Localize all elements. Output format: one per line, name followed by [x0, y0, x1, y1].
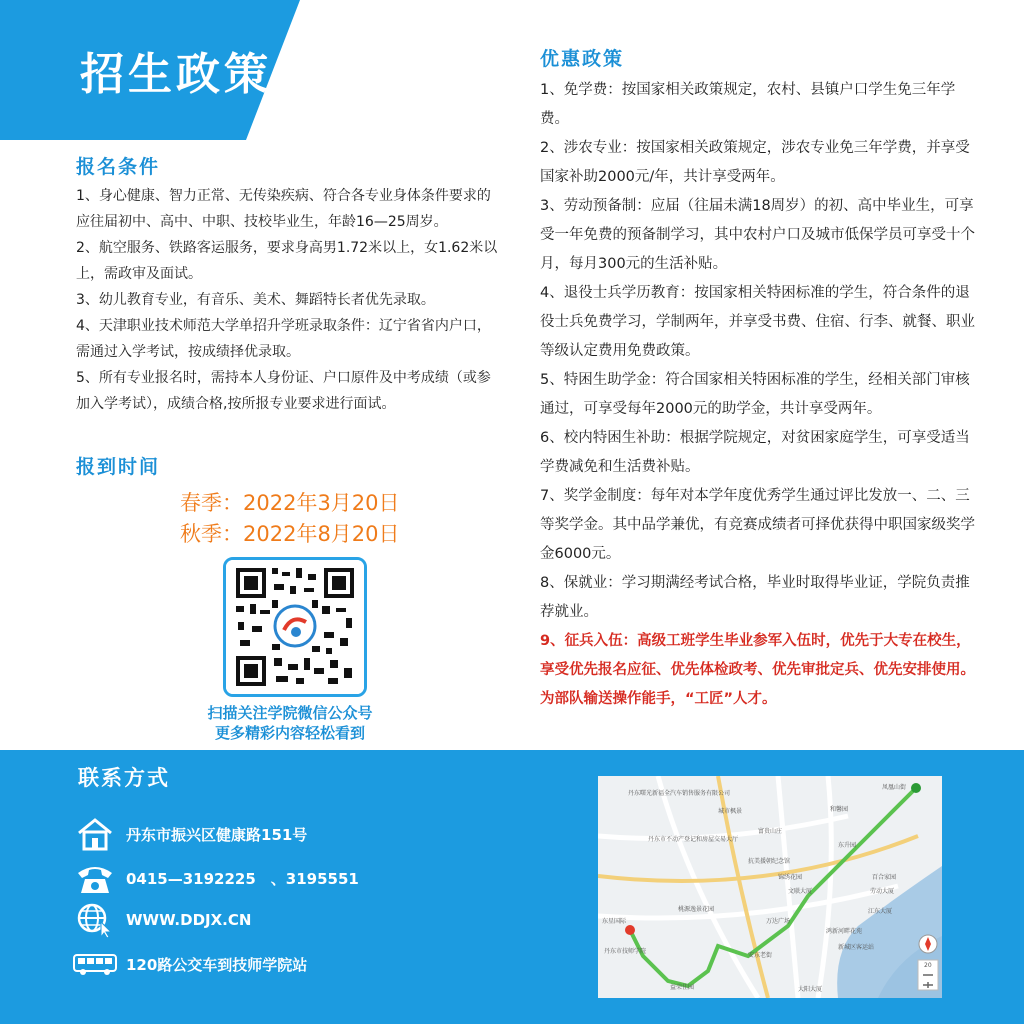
map-label: 新城区客运站	[838, 944, 875, 951]
globe-cursor-icon	[72, 902, 118, 938]
requirement-item: 3、幼儿教育专业，有音乐、美术、舞蹈特长者优先录取。	[76, 292, 435, 308]
qr-caption-line2: 更多精彩内容轻松看到	[214, 724, 365, 742]
map-label: 丹东市不动产登记和房屋交易大厅	[648, 836, 739, 843]
benefit-item: 3、劳动预备制：应届（往届未满18周岁）的初、高中毕业生，可享受一年免费的预备制学习，其中农村户口及城市低保学员可享受十个月，每月300元的生活补贴。	[540, 198, 975, 272]
map-label: 文联大厦	[788, 888, 813, 895]
contact-phone: 0415—3192225 、3195551	[126, 869, 359, 888]
map-label: 东升园	[838, 842, 857, 849]
autumn-date: 秋季：2022年8月20日	[180, 522, 400, 546]
benefit-item: 4、退役士兵学历教育：按国家相关特困标准的学生，符合条件的退役士兵免费学习，学制两年，并享受书费、住宿、行李、就餐、职业等级认定费用免费政策。	[540, 285, 975, 359]
house-icon	[72, 816, 118, 852]
map-label: 鸿新河畔花苑	[826, 928, 863, 935]
location-map[interactable]	[598, 776, 942, 998]
contact-address-row	[72, 816, 307, 852]
map-label: 桃源逸景花园	[678, 906, 715, 913]
contact-bus-row	[72, 946, 307, 982]
benefits-title: 优惠政策	[540, 48, 625, 70]
benefit-item: 7、奖学金制度：每年对本学年度优秀学生通过评比发放一、二、三等奖学金。其中品学兼优，有竞赛成绩者可择优获得中职国家级奖学金6000元。	[540, 488, 975, 562]
qr-caption-line1: 扫描关注学院微信公众号	[207, 704, 373, 722]
benefits-list	[540, 76, 975, 714]
contact-title: 联系方式	[78, 766, 170, 790]
requirement-item: 5、所有专业报名时，需持本人身份证、户口原件及中考成绩（或参加入学考试），成绩合格,按所报专业要求进行面试。	[76, 370, 491, 412]
map-label: 凤凰山街	[882, 784, 907, 791]
requirements-list	[76, 183, 504, 417]
benefit-item: 1、免学费：按国家相关政策规定，农村、县镇户口学生免三年学费。	[540, 82, 956, 127]
contact-phone-row	[72, 860, 359, 896]
map-label: 益荣佳园	[670, 984, 695, 991]
map-label: 锦绣花园	[778, 874, 803, 881]
map-label: 和馨园	[830, 806, 849, 813]
map-label: 劳动大厦	[870, 888, 895, 895]
map-label: 城市枫景	[718, 808, 743, 815]
map-label: 丹东市技师学院	[604, 948, 647, 955]
qr-code-graphic	[226, 560, 364, 694]
requirements-title: 报名条件	[76, 156, 161, 178]
requirement-item: 4、天津职业技术师范大学单招升学班录取条件：辽宁省省内户口，需通过入学考试，按成绩择优录取。	[76, 318, 491, 360]
map-label: 东星国际	[602, 918, 627, 925]
benefit-item: 8、保就业：学习期满经考试合格，毕业时取得毕业证，学院负责推荐就业。	[540, 575, 970, 620]
qr-code[interactable]	[223, 557, 367, 697]
requirement-item: 2、航空服务、铁路客运服务，要求身高男1.72米以上，女1.62米以上，需政审及面试。	[76, 240, 498, 282]
spring-date: 春季：2022年3月20日	[180, 491, 400, 515]
map-label: 安东老街	[748, 952, 773, 959]
contact-website[interactable]: WWW.DDJX.CN	[126, 911, 252, 929]
contact-address: 丹东市振兴区健康路151号	[126, 825, 308, 844]
map-label: 江东大厦	[868, 908, 893, 915]
map-label: 抗美援朝纪念馆	[748, 858, 791, 865]
map-label: 大阳大厦	[798, 986, 823, 993]
map-label: 富贵山庄	[758, 828, 783, 835]
page-title: 招生政策	[80, 49, 272, 100]
bus-icon	[72, 946, 118, 982]
benefit-item: 5、特困生助学金：符合国家相关特困标准的学生，经相关部门审核通过，可享受每年2000元的助学金，共计享受两年。	[540, 372, 970, 417]
phone-icon	[72, 860, 118, 896]
benefit-item: 2、涉农专业：按国家相关政策规定，涉农专业免三年学费，并享受国家补助2000元/年，共计享受两年。	[540, 140, 970, 185]
map-label: 百合家园	[872, 874, 897, 881]
map-label: 万达广场	[766, 918, 791, 925]
requirement-item: 1、身心健康、智力正常、无传染疾病、符合各专业身体条件要求的应往届初中、高中、中职、技校毕业生，年龄16—25周岁。	[76, 188, 491, 230]
contact-website-row	[72, 902, 251, 938]
registration-title: 报到时间	[76, 456, 161, 478]
benefit-item-highlight: 9、征兵入伍：高级工班学生毕业参军入伍时，优先于大专在校生，享受优先报名应征、优先体检政考、优先审批定兵、优先安排使用。为部队输送操作能手，“工匠”人才。	[540, 633, 975, 707]
map-label: 丹东曙光新福全汽车销售服务有限公司	[628, 790, 731, 797]
benefit-item: 6、校内特困生补助：根据学院规定，对贫困家庭学生，可享受适当学费减免和生活费补贴。	[540, 430, 970, 475]
contact-bus: 120路公交车到技师学院站	[126, 955, 308, 974]
map-scale: 20	[924, 962, 932, 969]
